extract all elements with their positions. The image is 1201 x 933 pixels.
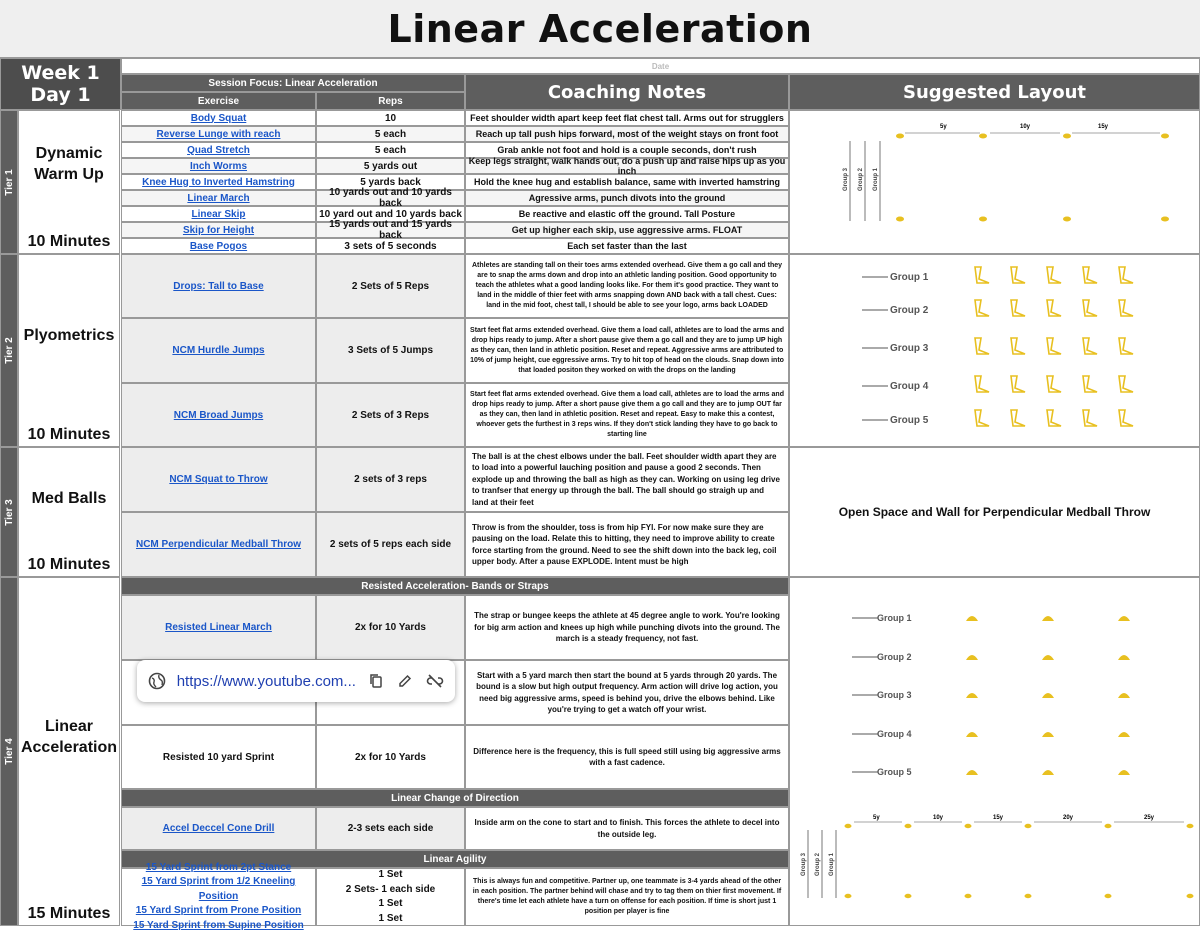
- note-cell: Get up higher each skip, use aggressive arms. FLOAT: [465, 222, 789, 238]
- agility-ex-link[interactable]: 15 Yard Sprint from Prone Position: [135, 905, 302, 917]
- hurdle-icon: [1083, 338, 1097, 354]
- exercise-cell: [121, 238, 316, 254]
- group-label: Group 3: [890, 343, 929, 354]
- cone-icon: [966, 655, 978, 660]
- cone-icon: [1187, 894, 1194, 898]
- tier-1-duration: 10 Minutes: [27, 233, 111, 250]
- note-cell: Reach up tall push hips forward, most of the weight stays on front foot: [465, 126, 789, 142]
- exercise-cell: [121, 110, 316, 126]
- group-label: Group 3: [877, 690, 912, 700]
- cone-icon: [1118, 693, 1130, 698]
- agility-ex-link[interactable]: 15 Yard Sprint from 1/2 Kneeling Position: [141, 876, 296, 902]
- edit-icon[interactable]: [396, 671, 416, 691]
- tier-3-section: [18, 447, 120, 577]
- hurdle-icon: [1047, 376, 1061, 392]
- reps-cell: 5 each: [316, 142, 465, 158]
- note-cell: Start feet flat arms extended overhead. Give them a load call, athletes are to load the arms and drop hips ready to jump. After a short pause give them a go call and they are to jump OUT far as they can, then land in athletic position. Reset and repeat. Easy to make this a contest, whoever gets the furthest in 3 reps wins. If they don't stick landing they have to go back to starting line: [465, 383, 789, 447]
- cone-layout-diagram: [790, 578, 1201, 927]
- week-day-label: Week 1 Day 1: [0, 58, 121, 110]
- exercise-link[interactable]: Drops: Tall to Base: [173, 280, 264, 292]
- distance-label: 5y: [940, 124, 947, 130]
- tier-1-name: Dynamic Warm Up: [34, 145, 104, 183]
- note-cell: The ball is at the chest elbows under the ball. Feet shoulder width apart they are to load into a powerful lauching position and pause a good 2 seconds. Then explode up and throwing the ball as high as they can. Working on using leg drive to tranfser that energy up through the ball. The ball should go straigh up and land at their feet: [465, 447, 789, 512]
- exercise-cell: [121, 807, 316, 850]
- tier-2-section: [18, 254, 120, 447]
- tier-4-label: Tier 4: [0, 577, 18, 926]
- exercise-link[interactable]: Knee Hug to Inverted Hamstring: [142, 176, 295, 188]
- note-cell: Start with a 5 yard march then start the bound at 5 yards through 20 yards. The bound is a slow but high output frequency. Arm action will drive log action, you need big aggressive arms, speed is behind you, drive the elbows behind. Like you're trying to get a watch off your wrist.: [465, 660, 789, 725]
- exercise-link[interactable]: Body Squat: [190, 112, 247, 124]
- exercise-cell: [121, 512, 316, 577]
- group-label: Group 3: [801, 852, 807, 876]
- cone-icon: [896, 134, 1169, 222]
- reps-cell: 2x for 10 Yards: [316, 595, 465, 660]
- note-cell: Agressive arms, punch divots into the ground: [465, 190, 789, 206]
- tier-1-section: [18, 110, 120, 254]
- col-reps: Reps: [316, 92, 465, 110]
- popup-url[interactable]: https://www.youtube.com...: [176, 672, 356, 690]
- distance-label: 15y: [993, 815, 1004, 821]
- cone-icon: [1105, 894, 1112, 898]
- reps-cell: 5 yards back: [316, 174, 465, 190]
- tier-3-duration: 10 Minutes: [27, 556, 111, 573]
- cone-layout-diagram: [790, 111, 1201, 255]
- group-label: Group 5: [890, 415, 929, 426]
- hurdle-icon: [1011, 338, 1025, 354]
- reps-cell: 2-3 sets each side: [316, 807, 465, 850]
- cone-icon: [905, 894, 912, 898]
- tier-4-duration: 15 Minutes: [27, 905, 111, 922]
- note-cell: Be reactive and elastic off the ground. Tall Posture: [465, 206, 789, 222]
- col-coaching-notes: Coaching Notes: [465, 74, 789, 110]
- hurdle-icon: [1011, 376, 1025, 392]
- group-label: Group 2: [877, 652, 912, 662]
- agility-reps-value: 1 Set: [378, 869, 403, 880]
- tier-3-name: Med Balls: [31, 490, 107, 507]
- note-cell: Each set faster than the last: [465, 238, 789, 254]
- exercise-cell: [121, 174, 316, 190]
- exercise-link[interactable]: Skip for Height: [182, 224, 255, 236]
- exercise-cell: [121, 595, 316, 660]
- reps-cell: 2 Sets of 5 Reps: [316, 254, 465, 318]
- exercise-cell: [121, 222, 316, 238]
- exercise-cell: [121, 190, 316, 206]
- cone-icon: [966, 732, 978, 737]
- tier-2-duration: 10 Minutes: [27, 426, 111, 443]
- exercise-cell: [121, 158, 316, 174]
- hurdle-icon: [975, 376, 989, 392]
- hurdle-icon: [1011, 267, 1025, 283]
- tier-3-label: Tier 3: [0, 447, 18, 577]
- hurdle-icon: [1119, 267, 1133, 283]
- agility-exercises: [121, 861, 316, 931]
- page-title: Linear Acceleration: [0, 0, 1200, 58]
- hurdle-icon: [1083, 410, 1097, 426]
- distance-label: 15y: [1098, 124, 1109, 130]
- exercise-link[interactable]: Linear March: [187, 192, 250, 204]
- agility-ex-link[interactable]: 15 Yard Sprint from 2pt Stance: [145, 861, 292, 873]
- reps-cell: 10 yards out and 10 yards back: [316, 190, 465, 206]
- globe-icon: [147, 671, 167, 691]
- group-label: Group 3: [843, 167, 849, 191]
- exercise-cell: [121, 126, 316, 142]
- cone-icon: [1105, 824, 1112, 828]
- agility-ex-link[interactable]: 15 Yard Sprint from Supine Position: [133, 919, 304, 931]
- hurdle-layout-diagram: [790, 255, 1201, 448]
- group-label: Group 1: [829, 852, 835, 876]
- reps-cell: 15 yards out and 15 yards back: [316, 222, 465, 238]
- hurdle-icon: [1011, 410, 1025, 426]
- hurdle-icon: [975, 410, 989, 426]
- exercise-cell: [121, 725, 316, 789]
- hurdle-icon: [975, 267, 989, 283]
- session-focus: Session Focus: Linear Acceleration: [121, 74, 465, 92]
- cone-icon: [1118, 655, 1130, 660]
- hurdle-icon: [1047, 267, 1061, 283]
- agility-reps-value: 2 Sets- 1 each side: [345, 883, 436, 895]
- tier-2-name: Plyometrics: [23, 327, 115, 344]
- exercise-label: Resisted 10 yard Sprint: [162, 751, 275, 763]
- layout-tier-4: [789, 577, 1200, 926]
- cone-icon: [1042, 655, 1054, 660]
- distance-label: 20y: [1063, 815, 1074, 821]
- exercise-link[interactable]: Inch Worms: [189, 160, 248, 172]
- note-cell: Grab ankle not foot and hold is a couple seconds, don't rush: [465, 142, 789, 158]
- reps-cell: 2 Sets of 3 Reps: [316, 383, 465, 447]
- exercise-cell: [121, 206, 316, 222]
- hurdle-icon: [1119, 338, 1133, 354]
- layout-tier-1: [789, 110, 1200, 254]
- hurdle-icon: [1119, 376, 1133, 392]
- exercise-link[interactable]: Quad Stretch: [187, 144, 250, 156]
- cone-icon: [845, 894, 852, 898]
- exercise-cell: [121, 142, 316, 158]
- group-label: Group 4: [890, 381, 929, 392]
- distance-label: 10y: [933, 815, 944, 821]
- exercise-cell: [121, 318, 316, 383]
- exercise-link[interactable]: NCM Squat to Throw: [169, 474, 268, 485]
- note-cell: Inside arm on the cone to start and to finish. This forces the athlete to decel into the outside leg.: [465, 807, 789, 850]
- cone-icon: [1042, 693, 1054, 698]
- cone-icon: [1025, 824, 1032, 828]
- cone-icon: [1118, 616, 1130, 621]
- tier-1-label: Tier 1: [0, 110, 18, 254]
- hurdle-icon: [975, 338, 989, 354]
- cone-icon: [966, 770, 978, 775]
- cone-icon: [1118, 770, 1130, 775]
- reps-cell: 2 sets of 5 reps each side: [316, 512, 465, 577]
- note-cell: Difference here is the frequency, this is full speed still using big aggressive arms with a fast cadence.: [465, 725, 789, 789]
- reps-cell: 2 sets of 3 reps: [316, 447, 465, 512]
- reps-cell: 3 Sets of 5 Jumps: [316, 318, 465, 383]
- cone-icon: [905, 824, 912, 828]
- agility-reps: [316, 868, 465, 926]
- subheader-linear-agility: Linear Agility: [121, 850, 789, 868]
- distance-label: 10y: [1020, 124, 1031, 130]
- layout-tier-2: [789, 254, 1200, 447]
- exercise-link[interactable]: Reverse Lunge with reach: [156, 128, 281, 140]
- cone-icon: [1025, 894, 1032, 898]
- reps-cell: 10 yard out and 10 yards back: [316, 206, 465, 222]
- group-label: Group 1: [877, 613, 912, 623]
- group-label: Group 2: [890, 305, 929, 316]
- unlink-icon[interactable]: [425, 671, 445, 691]
- hurdle-icon: [1083, 267, 1097, 283]
- cone-icon: [965, 894, 972, 898]
- group-label: Group 5: [877, 767, 912, 777]
- subheader-resisted: Resisted Acceleration- Bands or Straps: [121, 577, 789, 595]
- reps-cell: 3 sets of 5 seconds: [316, 238, 465, 254]
- note-cell: Throw is from the shoulder, toss is from hip FYI. For now make sure they are pausing on the load. Relate this to hitting, they need to improve ability to create force starting from the ground. Need to see the shift down into the back leg, coil upper body. After a pause EXPLODE. Intent must be high: [465, 512, 789, 577]
- exercise-link[interactable]: NCM Hurdle Jumps: [172, 345, 265, 356]
- cone-icon: [845, 824, 852, 828]
- cone-icon: [966, 693, 978, 698]
- subheader-change-of-direction: Linear Change of Direction: [121, 789, 789, 807]
- note-cell: Start feet flat arms extended overhead. Give them a load call, athletes are to load the arms and drop hips ready to jump. After a short pause give them a go call and they are to jump UP high as they can, then land in athletic position. Reset and repeat. Aggressive arms are attributed to 10% of jump height, cue eggressive arms. Try to hit top of head on the clouds. Snap down into that loaded positon they worked on with the drops on the landing: [465, 318, 789, 383]
- hurdle-icon: [1083, 300, 1097, 316]
- col-suggested-layout: Suggested Layout: [789, 74, 1200, 110]
- reps-cell: 2x for 10 Yards: [316, 725, 465, 789]
- link-preview-popup: [137, 660, 455, 702]
- exercise-cell: [121, 447, 316, 512]
- reps-cell: 5 yards out: [316, 158, 465, 174]
- distance-label: 5y: [873, 815, 880, 821]
- exercise-link[interactable]: Linear Skip: [191, 208, 246, 220]
- note-cell: Athletes are standing tall on their toes arms extended overhead. Give them a go call and they are to snap the arms down and drop into an athletic landing position. Good opportunity to teach the athletes what a good landing looks like. For them it's good practice. They want to land in the middle of thier feet with arms snapping down AND back with a tall chest. Cues: land in the mid foot, chest tall, I should be able to see your logo, arms back LOADED: [465, 254, 789, 318]
- copy-icon[interactable]: [366, 671, 386, 691]
- group-label: Group 4: [877, 729, 912, 739]
- exercise-link[interactable]: NCM Perpendicular Medball Throw: [135, 539, 302, 550]
- exercise-cell: [121, 254, 316, 318]
- agility-note: This is always fun and competitive. Partner up, one teammate is 3-4 yards ahead of the other in each position. The partner behind will chase and try to tag them on thier first movement. If there's time let each athlete have a turn on offense for each position. If time is short just 1 position per player is fine: [465, 868, 789, 926]
- cone-icon: [1118, 732, 1130, 737]
- cone-icon: [1042, 732, 1054, 737]
- layout-tier-3: Open Space and Wall for Perpendicular Medball Throw: [789, 447, 1200, 577]
- hurdle-icon: [1047, 338, 1061, 354]
- cone-icon: [1042, 616, 1054, 621]
- note-cell: Feet shoulder width apart keep feet flat chest tall. Arms out for strugglers: [465, 110, 789, 126]
- exercise-link[interactable]: Accel Deccel Cone Drill: [162, 823, 275, 834]
- reps-cell: 5 each: [316, 126, 465, 142]
- hurdle-icon: [1083, 376, 1097, 392]
- hurdle-icon: [1119, 410, 1133, 426]
- exercise-link[interactable]: NCM Broad Jumps: [173, 409, 264, 421]
- cone-icon: [1042, 770, 1054, 775]
- hurdle-icon: [1011, 300, 1025, 316]
- hurdle-icon: [1119, 300, 1133, 316]
- hurdle-icon: [1047, 300, 1061, 316]
- note-cell: The strap or bungee keeps the athlete at 45 degree angle to work. You're looking for big arm action and knees up high while punching divots into the ground. The march is a steady frequency, not fast.: [465, 595, 789, 660]
- date-field[interactable]: Date: [121, 58, 1200, 74]
- cone-icon: [965, 824, 972, 828]
- group-label: Group 2: [858, 167, 864, 191]
- reps-cell: 10: [316, 110, 465, 126]
- hurdle-icon: [975, 300, 989, 316]
- agility-reps-value: 1 Set: [378, 898, 403, 909]
- cone-icon: [1187, 824, 1194, 828]
- exercise-cell: [121, 383, 316, 447]
- hurdle-icon: [1047, 410, 1061, 426]
- exercise-link[interactable]: Resisted Linear March: [165, 622, 272, 633]
- col-exercise: Exercise: [121, 92, 316, 110]
- note-cell: Hold the knee hug and establish balance, same with inverted hamstring: [465, 174, 789, 190]
- exercise-link[interactable]: Base Pogos: [189, 240, 248, 252]
- tier-2-label: Tier 2: [0, 254, 18, 447]
- distance-label: 25y: [1144, 815, 1155, 821]
- cone-icon: [966, 616, 978, 621]
- agility-reps-value: 1 Set: [378, 912, 403, 924]
- group-label: Group 1: [890, 272, 929, 283]
- group-label: Group 2: [815, 852, 821, 876]
- tier-4-name: Linear Acceleration: [20, 718, 118, 756]
- note-cell: Keep legs straight, walk hands out, do a push up and raise hips up as you inch: [465, 158, 789, 174]
- tier-4-section: [18, 577, 120, 926]
- group-label: Group 1: [873, 167, 879, 191]
